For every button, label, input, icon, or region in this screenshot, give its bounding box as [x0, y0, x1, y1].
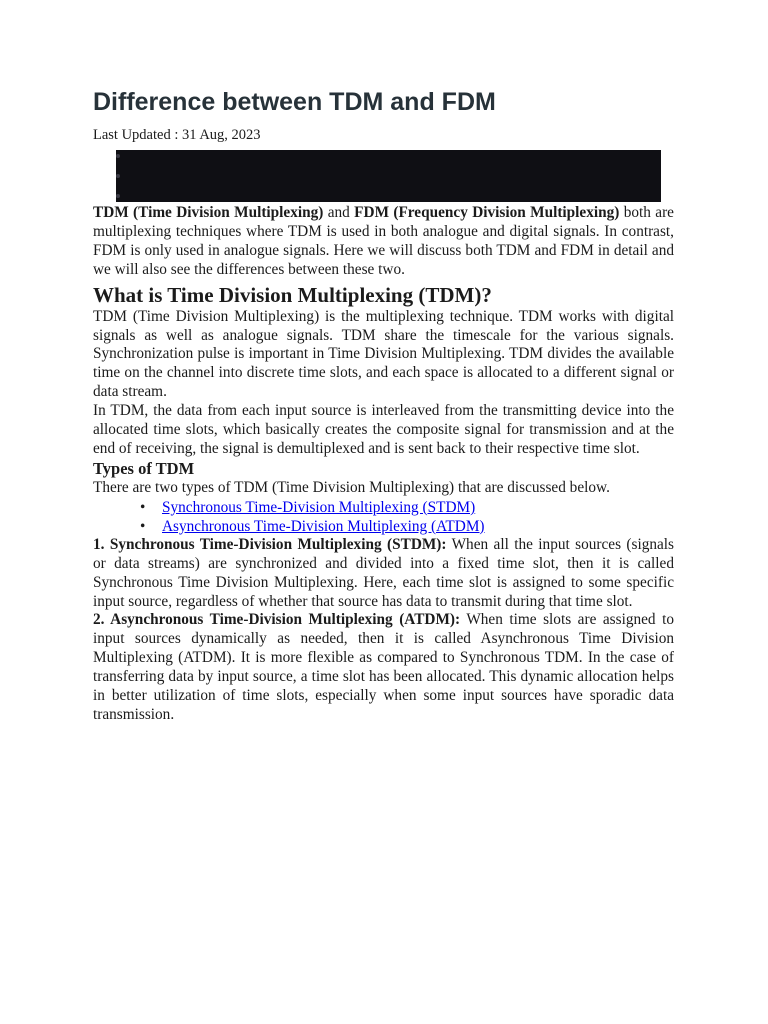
bullet-dot — [116, 154, 120, 158]
bullet-dot — [116, 194, 120, 198]
bullet-icon: • — [140, 517, 146, 535]
intro-term-fdm: FDM (Frequency Division Multiplexing) — [354, 204, 620, 221]
atdm-paragraph — [93, 611, 674, 724]
list-item — [140, 517, 674, 536]
article — [93, 86, 674, 725]
intro-text: both are multiplexing techniques where TDM is used in both analogue and digital signals. In contrast, FDM is only used in analogue signals. Here we will discuss both TDM and FDM in detail and we will also see the differences between these two. — [93, 204, 674, 278]
section-heading-tdm: What is Time Division Multiplexing (TDM)? — [93, 282, 492, 307]
intro-and: and — [323, 204, 355, 221]
last-updated: Last Updated : 31 Aug, 2023 — [93, 127, 261, 143]
link-stdm[interactable]: Synchronous Time-Division Multiplexing (STDM) — [162, 498, 476, 516]
bullet-dot — [116, 174, 120, 178]
stdm-paragraph — [93, 536, 674, 612]
intro-paragraph — [93, 204, 674, 280]
link-atdm[interactable]: Asynchronous Time-Division Multiplexing (ATDM) — [162, 517, 485, 535]
tdm-paragraph-2: In TDM, the data from each input source is interleaved from the transmitting device into the allocated time slots, which basically creates the composite signal for transmission and at the end of receiving, the signal is demultiplexed and is sent back to their respective time slot. — [93, 402, 674, 457]
types-heading: Types of TDM — [93, 458, 195, 478]
types-intro: There are two types of TDM (Time Division Multiplexing) that are discussed below. — [93, 478, 610, 496]
atdm-label: 2. Asynchronous Time-Division Multiplexing (ATDM): — [93, 611, 461, 629]
intro-term-tdm: TDM (Time Division Multiplexing) — [93, 204, 324, 221]
stdm-label: 1. Synchronous Time-Division Multiplexing (STDM): — [93, 535, 447, 553]
tdm-paragraph-1: TDM (Time Division Multiplexing) is the multiplexing technique. TDM works with digital signals as well as analogue signals. TDM share the timescale for the various signals. Synchronization pulse is important in Time Division Multiplexing. TDM divides the available time on the channel into discrete time slots, and each space is allocated to a different signal or data stream. — [93, 307, 674, 401]
bullet-icon: • — [140, 498, 146, 516]
atdm-text: When time slots are assigned to input sources dynamically as needed, then it is called Asynchronous Time Division Multiplexing (ATDM). It is more flexible as compared to Synchronous TDM. In the case of transferring data by input source, a time slot has been allocated. This dynamic allocation helps in better utilization of time slots, especially when some input sources have sporadic data transmission. — [93, 611, 674, 723]
page-title: Difference between TDM and FDM — [93, 88, 496, 116]
list-item — [140, 498, 674, 517]
stdm-text: When all the input sources (signals or data streams) are synchronized and divided into a fixed time slot, then it is called Synchronous Time Division Multiplexing. Here, each time slot is assigned to some specific input source, regardless of whether that source has data to transmit during that time slot. — [93, 535, 674, 610]
types-link-list — [93, 498, 674, 536]
redacted-block — [116, 150, 661, 202]
